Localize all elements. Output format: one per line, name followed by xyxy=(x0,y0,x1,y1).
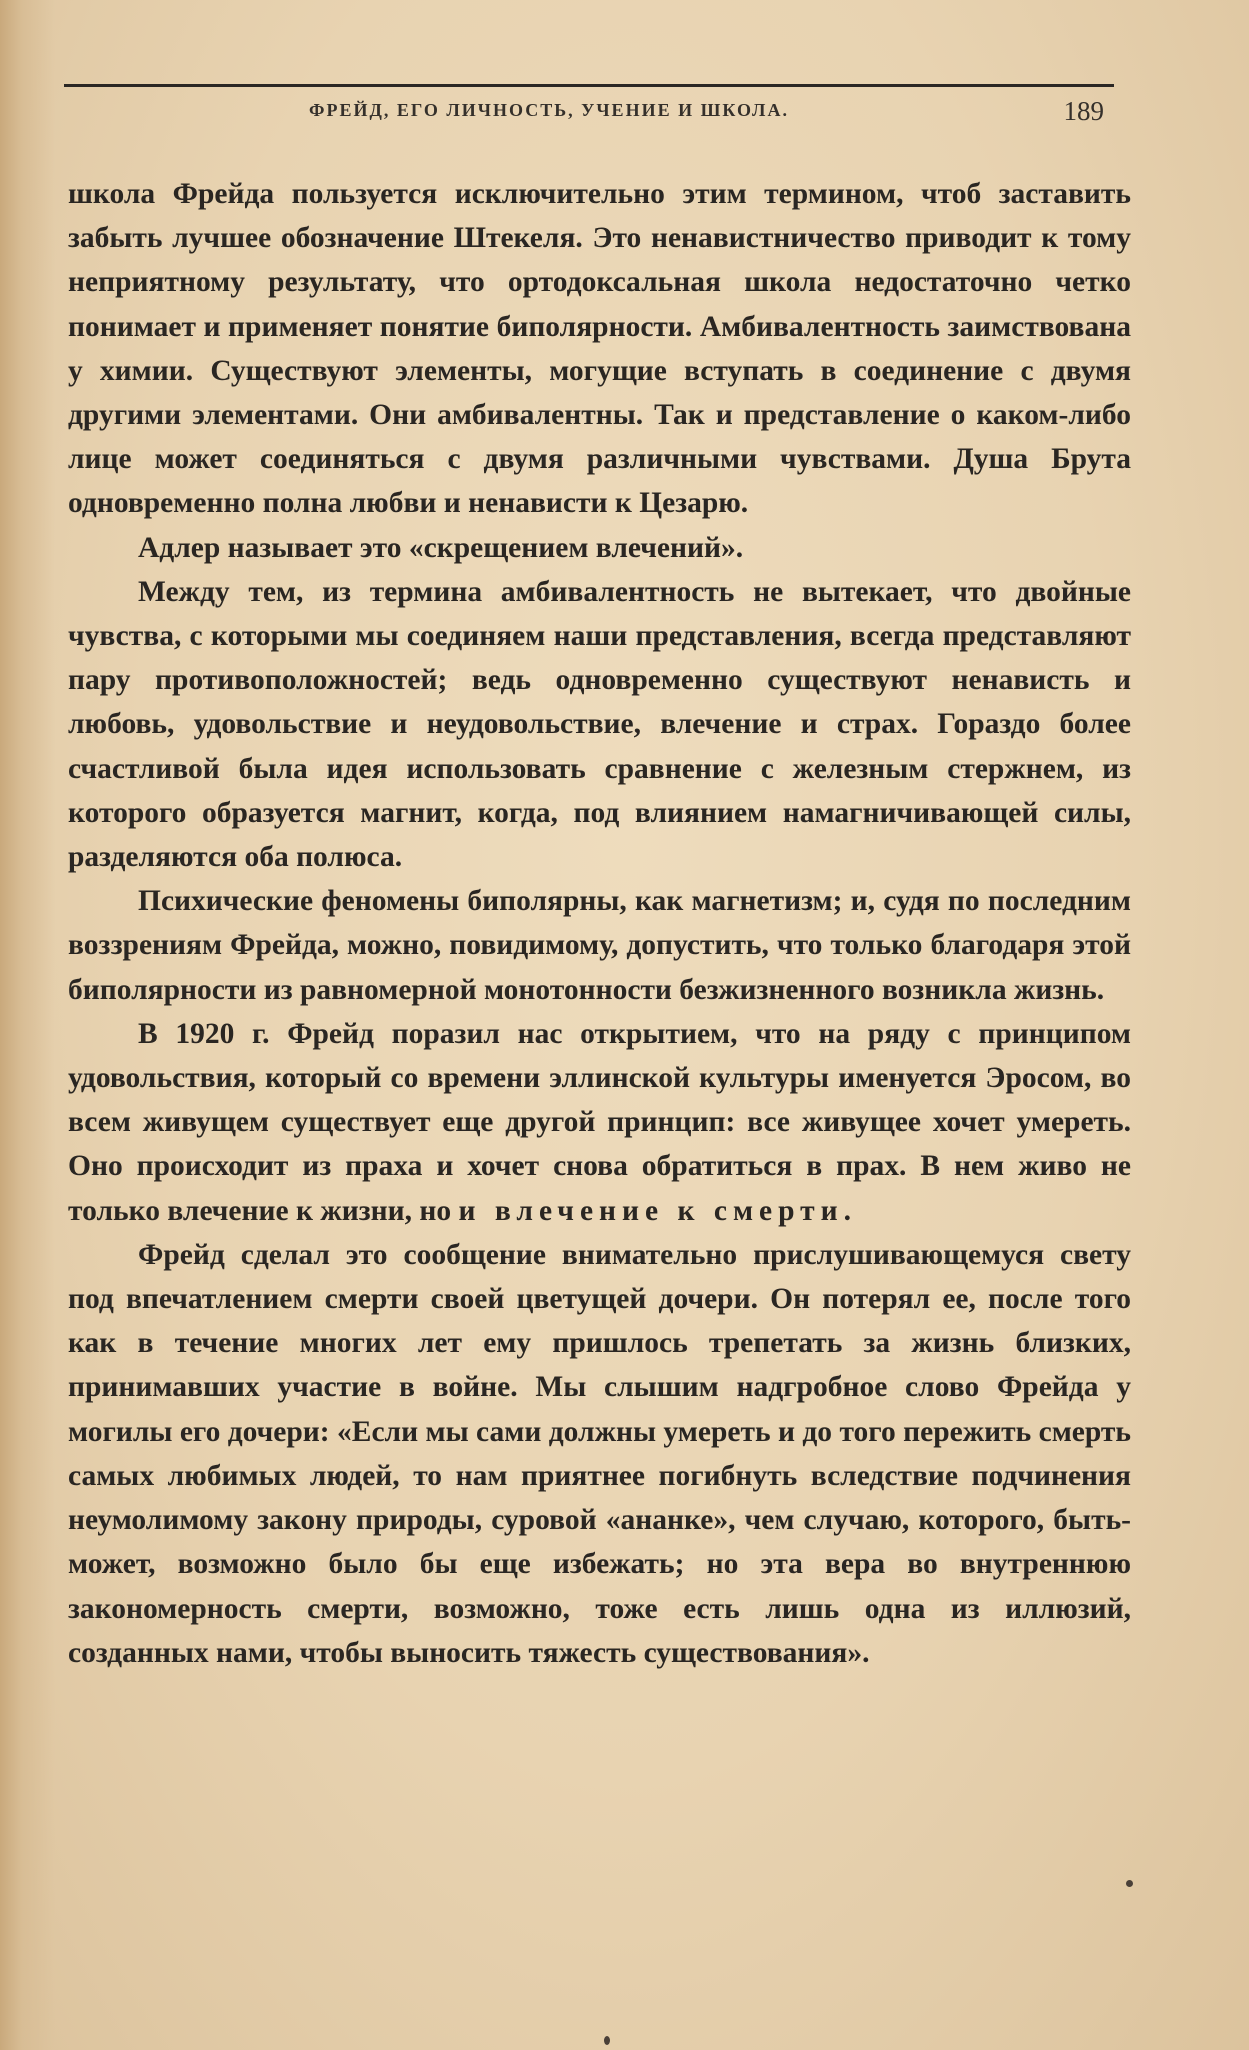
header-rule xyxy=(64,84,1114,87)
paragraph-5-text: В 1920 г. Фрейд поразил нас открытием, что на ряду с принципом удовольствия, который со времени эллинской культуры именуется Эросом, во всем живущем существует еще другой принцип: все живущее хочет умереть. Оно происходит из праха и хочет снова обратиться в прах. В нем живо не только влечение к жизни, но xyxy=(68,1017,1131,1227)
paragraph-3: Между тем, из термина амбивалентность не вытекает, что двойные чувства, с которыми мы соединяем наши представления, всегда представляют пару противоположностей; ведь одновременно существуют ненависть и любовь, удовольствие и неудовольствие, влечение и страх. Гораздо более счастливой была идея использовать сравнение с железным стержнем, из которого образуется магнит, когда, под влиянием намагничивающей силы, разделяются оба полюса. xyxy=(68,575,1131,874)
running-head xyxy=(64,96,1114,130)
paragraph-5-spaced-emphasis: и влечение к смерти. xyxy=(458,1194,858,1227)
paragraph-5 xyxy=(68,1012,1131,1233)
paragraph-2: Адлер называет это «скрещением влечений». xyxy=(138,531,744,564)
ink-speck xyxy=(1126,1880,1133,1887)
ink-speck xyxy=(604,2036,610,2045)
page-number: 189 xyxy=(1063,96,1104,126)
paragraph-4: Психические феномены биполярны, как магнетизм; и, судя по последним воззрениям Фрейда, можно, повидимому, допустить, что только благодаря этой биполярности из равномерной монотонности безжизненного возникла жизнь. xyxy=(68,885,1131,1006)
paragraph-1: школа Фрейда пользуется исключительно этим термином, чтоб заставить забыть лучшее обозначение Штекеля. Это ненавистничество приводит к тому неприятному результату, что ортодоксальная школа недостаточно четко понимает и применяет понятие биполярности. Амбивалентность заимствована у химии. Существуют элементы, могущие вступать в соединение с двумя другими элементами. Они амбивалентны. Так и представление о каком-либо лице может соединяться с двумя различными чувствами. Душа Брута одновременно полна любви и ненависти к Цезарю. xyxy=(68,178,1131,520)
running-title: ФРЕЙД, ЕГО ЛИЧНОСТЬ, УЧЕНИЕ И ШКОЛА. xyxy=(309,100,789,120)
binding-shadow xyxy=(0,0,55,2050)
body-text xyxy=(68,172,1131,1675)
paragraph-6: Фрейд сделал это сообщение внимательно прислушивающемуся свету под впечатлением смерти своей цветущей дочери. Он потерял ее, после того как в течение многих лет ему пришлось трепетать за жизнь близких, принимавших участие в войне. Мы слышим надгробное слово Фрейда у могилы его дочери: «Если мы сами должны умереть и до того пережить смерть самых любимых людей, то нам приятнее погибнуть вследствие подчинения неумолимому закону природы, суровой «ананке», чем случаю, которого, быть-может, возможно было бы еще избежать; но эта вера во внутреннюю закономерность смерти, возможно, тоже есть лишь одна из иллюзий, созданных нами, чтобы выносить тяжесть существования». xyxy=(68,1238,1131,1669)
